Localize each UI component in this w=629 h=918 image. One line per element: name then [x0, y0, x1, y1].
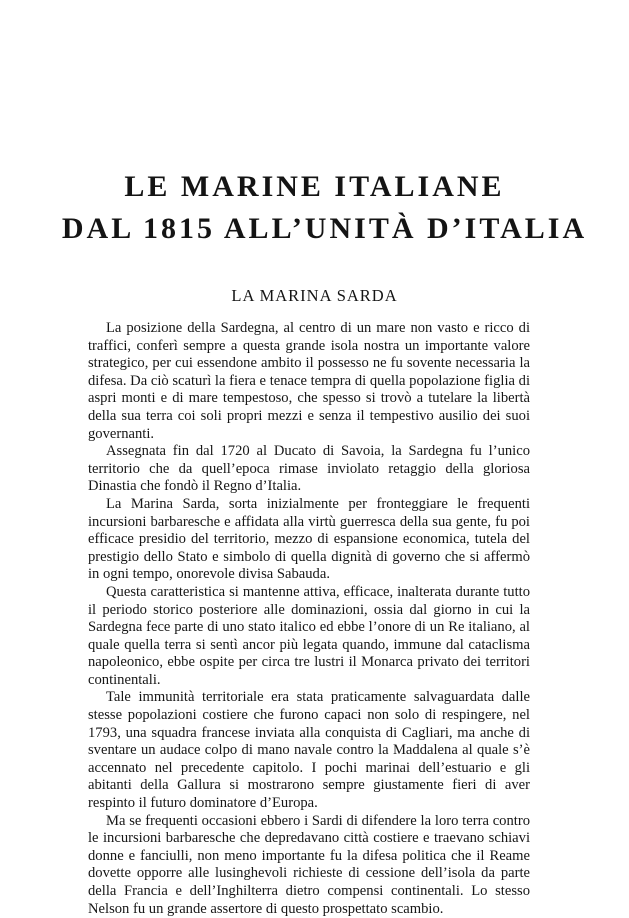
paragraph-2: Assegnata fin dal 1720 al Ducato di Savoia, la Sardegna fu l’unico territorio che da quell’epoca rimase inviolato retaggio della gloriosa Dinastia che fondò il Regno d’Italia.	[88, 443, 530, 495]
title-line-2: DAL 1815 ALL’UNITÀ D’ITALIA	[61, 212, 588, 245]
body-text	[88, 320, 530, 918]
paragraph-3: La Marina Sarda, sorta inizialmente per fronteggiare le frequenti incursioni barbaresche e affidata alla virtù guerresca della sua gente, fu poi efficace presidio del territorio, mezzo di espansione economica, tutela del prestigio dello Stato e simbolo di quella dignità di governo che si affermò in ogni tempo, onorevole divisa Sabauda.	[88, 495, 530, 583]
paragraph-6: Ma se frequenti occasioni ebbero i Sardi di difendere la loro terra contro le incursioni barbaresche che depredavano città costiere e traevano schiavi donne e fanciulli, non meno importante fu la difesa politica che il Reame dovette opporre alle lusinghevoli richieste di cessione dell’isola da parte della Francia e dell’Inghilterra dietro compensi continentali. Lo stesso Nelson fu un grande assertore di questo prospettato scambio.	[88, 812, 530, 917]
section-heading: LA MARINA SARDA	[231, 286, 398, 305]
paragraph-5: Tale immunità territoriale era stata praticamente salvaguardata dalle stesse popolazioni costiere che furono capaci non solo di respingere, nel 1793, una squadra francese inviata alla conquista di Cagliari, ma anche di sventare un audace colpo di mano navale contro la Maddalena al quale s’è accennato nel precedente capitolo. I pochi marinai dell’estuario e gli abitanti della Gallura si mostrarono sempre giustamente fieri di aver respinto il futuro dominatore d’Europa.	[88, 689, 530, 812]
paragraph-4: Questa caratteristica si mantenne attiva, efficace, inalterata durante tutto il periodo storico posteriore alle dominazioni, ossia dal giorno in cui la Sardegna fece parte di uno stato italico ed ebbe l’onore di un Re italiano, al quale quella terra si sentì ancor più legata quando, immune dal cataclisma napoleonico, ebbe ospite per circa tre lustri il Monarca privato dei territori continentali.	[88, 583, 530, 688]
paragraph-1: La posizione della Sardegna, al centro di un mare non vasto e ricco di traffici, conferì sempre a questa grande isola nostra un importante valore strategico, per cui essendone ambito il possesso ne fu sovente necessaria la difesa. Da ciò scaturì la fiera e tenace tempra di quella popolazione figlia di aspri monti e di mare tempestoso, che spesso si trovò a tutelare la libertà della sua terra coi soli propri mezzi e senza il tempestivo ausilio dei suoi governanti.	[88, 320, 530, 442]
title-line-1: LE MARINE ITALIANE	[124, 170, 505, 203]
